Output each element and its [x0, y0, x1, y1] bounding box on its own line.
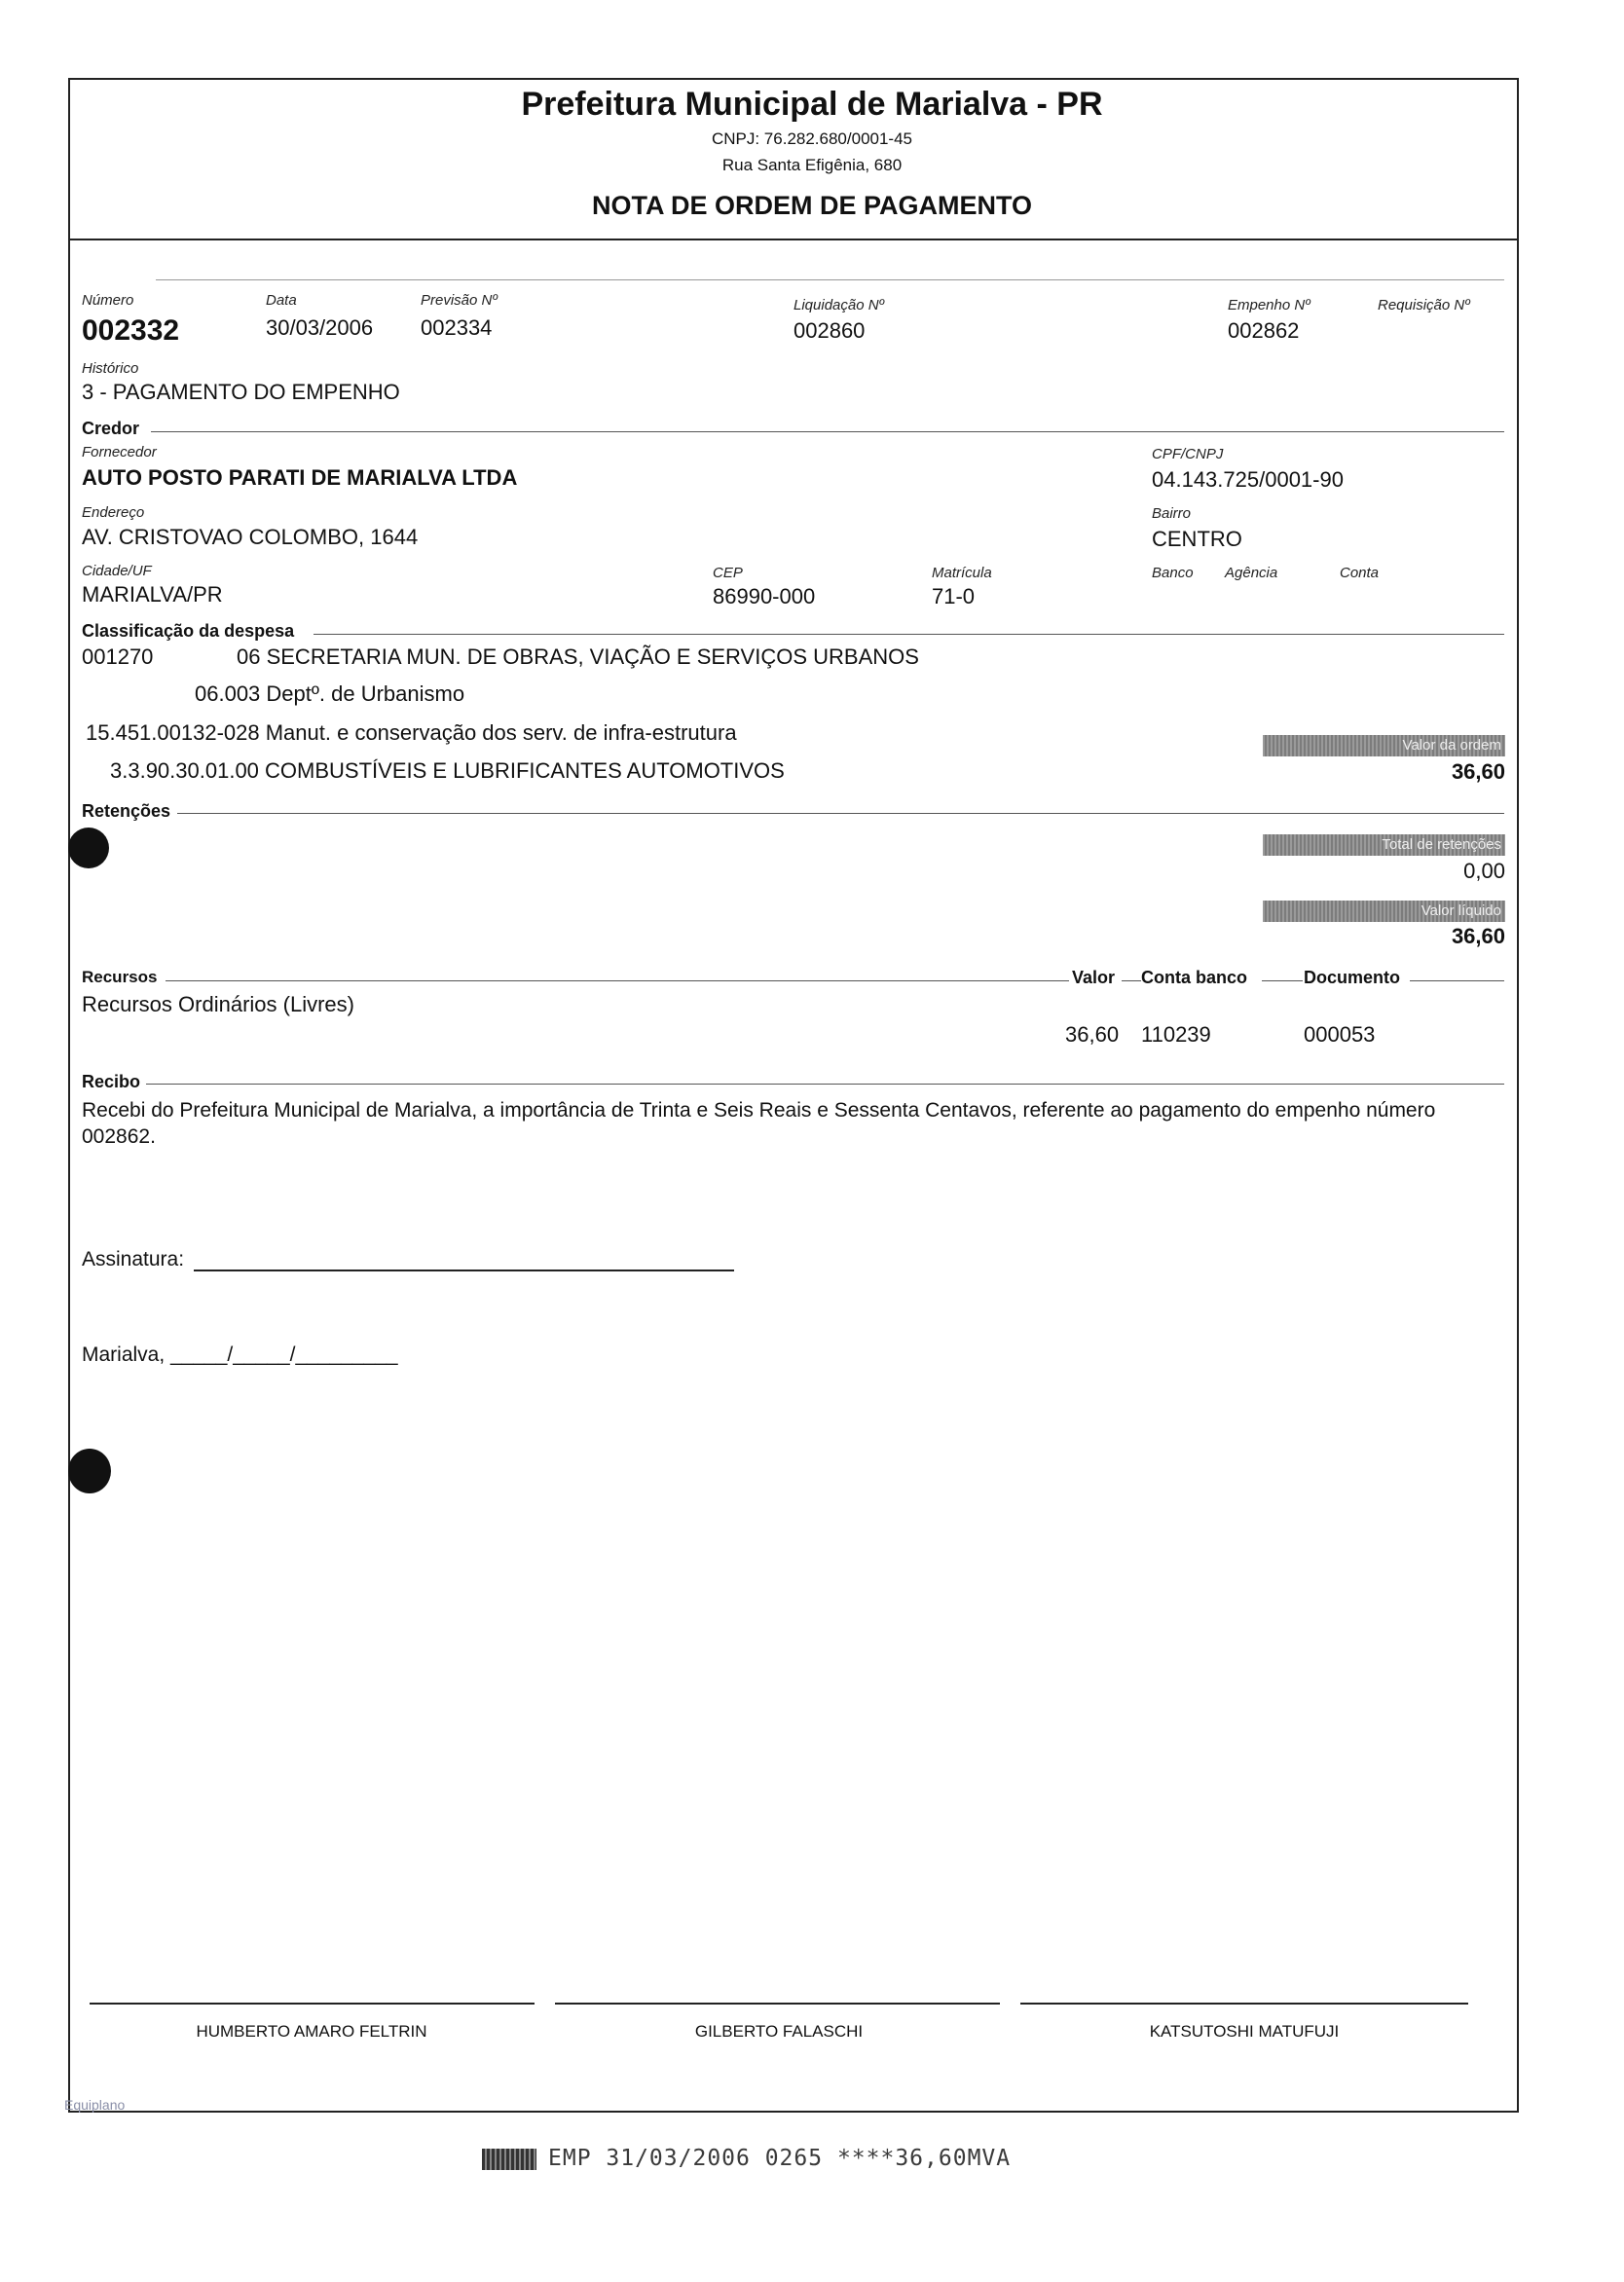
numero-label: Número	[82, 292, 134, 309]
divider	[177, 813, 1504, 814]
empenho-value: 002862	[1228, 318, 1300, 343]
recibo-section: Recibo	[82, 1072, 141, 1091]
orgao-text: 06 SECRETARIA MUN. DE OBRAS, VIAÇÃO E SERVIÇOS URBANOS	[237, 644, 919, 669]
data-value: 30/03/2006	[266, 315, 374, 340]
cep-label: CEP	[713, 565, 743, 581]
divider	[1262, 980, 1303, 981]
conta-label: Conta	[1340, 565, 1380, 581]
credor-section: Credor	[82, 419, 140, 438]
classificacao-section: Classificação da despesa	[82, 621, 295, 641]
total-retencoes-value: 0,00	[1463, 859, 1505, 883]
matricula-value: 71-0	[932, 584, 976, 608]
cidade-label: Cidade/UF	[82, 563, 152, 579]
local-data-line: Marialva, _____/_____/_________	[82, 1343, 398, 1366]
stamp-text: EMP 31/03/2006 0265 ****36,60MVA	[548, 2146, 1012, 2171]
header-separator	[70, 239, 1519, 240]
punch-hole	[68, 1449, 111, 1493]
fornecedor-value: AUTO POSTO PARATI DE MARIALVA LTDA	[82, 465, 518, 490]
stamp-logo	[482, 2149, 536, 2170]
recibo-text: Recebi do Prefeitura Municipal de Marialva, a importância de Trinta e Seis Reais e Sessenta Centavos, referente ao pagamento do empenho número 002862.	[82, 1099, 1436, 1148]
cpf-label: CPF/CNPJ	[1152, 446, 1224, 462]
recursos-conta: 110239	[1141, 1022, 1211, 1047]
bairro-value: CENTRO	[1152, 527, 1242, 551]
valor-ordem-label: Valor da ordem	[1263, 735, 1505, 756]
matricula-label: Matrícula	[932, 565, 992, 581]
bank-stamp	[482, 2146, 1011, 2171]
cidade-value: MARIALVA/PR	[82, 582, 223, 607]
divider	[156, 279, 1504, 280]
empenho-label: Empenho Nº	[1228, 297, 1310, 313]
funcional-text: 15.451.00132-028 Manut. e conservação dos serv. de infra-estrutura	[86, 720, 737, 745]
document-title: NOTA DE ORDEM DE PAGAMENTO	[591, 191, 1032, 220]
recursos-valor-label: Valor	[1072, 968, 1116, 987]
recursos-conta-label: Conta banco	[1141, 968, 1248, 987]
unidade-text: 06.003 Deptº. de Urbanismo	[195, 681, 465, 706]
liquidacao-value: 002860	[794, 318, 866, 343]
recursos-valor: 36,60	[1065, 1022, 1120, 1047]
divider	[166, 980, 1069, 981]
divider	[1410, 980, 1504, 981]
fornecedor-label: Fornecedor	[82, 444, 157, 460]
signature-line	[1020, 2003, 1468, 2005]
recursos-documento-label: Documento	[1304, 968, 1400, 987]
divider	[146, 1084, 1504, 1085]
valor-liquido-label: Valor líquido	[1263, 901, 1505, 922]
assinatura-line	[194, 1270, 734, 1271]
recursos-section: Recursos	[82, 968, 158, 986]
cpf-value: 04.143.725/0001-90	[1152, 467, 1344, 492]
signature-line	[555, 2003, 1000, 2005]
assinatura-label: Assinatura:	[82, 1248, 185, 1270]
elemento-text: 3.3.90.30.01.00 COMBUSTÍVEIS E LUBRIFICANTES AUTOMOTIVOS	[110, 758, 785, 783]
liquidacao-label: Liquidação Nº	[794, 297, 885, 313]
endereco-label: Endereço	[82, 504, 145, 521]
cnpj-text: CNPJ: 76.282.680/0001-45	[711, 129, 913, 148]
requisicao-label: Requisição Nº	[1378, 297, 1470, 313]
recursos-documento: 000053	[1304, 1022, 1376, 1047]
signature-name-3: KATSUTOSHI MATUFUJI	[1149, 2022, 1340, 2041]
historico-label: Histórico	[82, 360, 139, 377]
signature-name-1: HUMBERTO AMARO FELTRIN	[196, 2022, 427, 2041]
numero-value: 002332	[82, 314, 180, 347]
software-credit: Equiplano	[64, 2097, 126, 2113]
data-label: Data	[266, 292, 297, 309]
previsao-label: Previsão Nº	[421, 292, 498, 309]
historico-value: 3 - PAGAMENTO DO EMPENHO	[82, 380, 400, 404]
signature-name-2: GILBERTO FALASCHI	[694, 2022, 864, 2041]
total-retencoes-label: Total de retenções	[1263, 834, 1505, 856]
punch-hole	[68, 828, 109, 868]
divider	[151, 431, 1504, 432]
recursos-fonte: Recursos Ordinários (Livres)	[82, 992, 354, 1016]
banco-label: Banco	[1152, 565, 1194, 581]
divider	[1122, 980, 1141, 981]
page-title: Prefeitura Municipal de Marialva - PR	[521, 86, 1103, 123]
bairro-label: Bairro	[1152, 505, 1192, 522]
retencoes-section: Retenções	[82, 801, 171, 821]
valor-liquido-value: 36,60	[1451, 924, 1505, 948]
cep-value: 86990-000	[713, 584, 816, 608]
address-text: Rua Santa Efigênia, 680	[721, 156, 903, 174]
classificacao-code: 001270	[82, 644, 154, 669]
agencia-label: Agência	[1225, 565, 1278, 581]
divider	[314, 634, 1504, 635]
valor-ordem-value: 36,60	[1451, 759, 1505, 784]
endereco-value: AV. CRISTOVAO COLOMBO, 1644	[82, 525, 419, 549]
previsao-value: 002334	[421, 315, 493, 340]
signature-line	[90, 2003, 535, 2005]
